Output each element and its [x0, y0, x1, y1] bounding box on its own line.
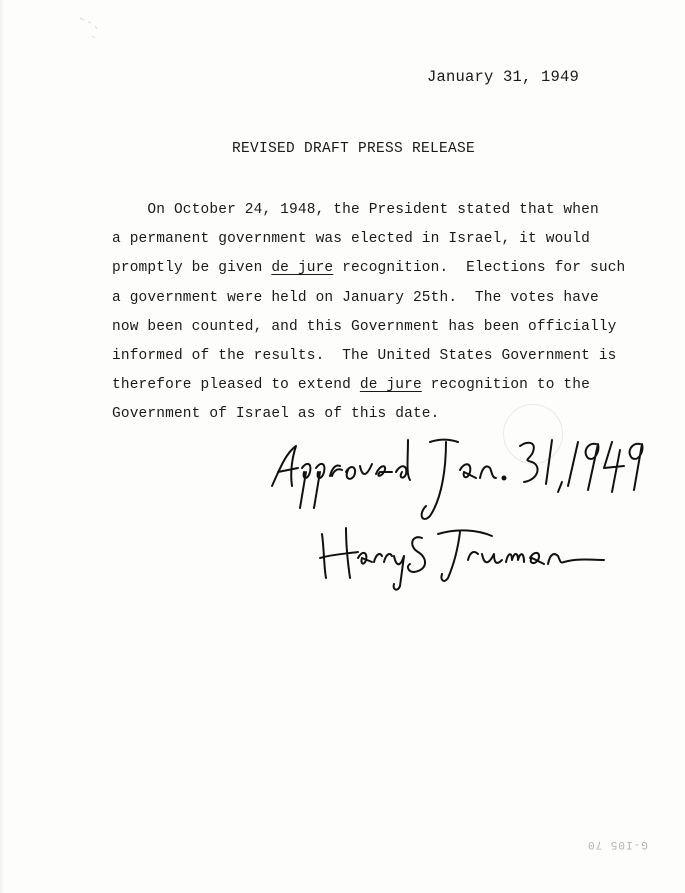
body-text-segment: therefore pleased to extend	[112, 377, 360, 394]
body-line	[112, 254, 626, 283]
underlined-phrase: de jure	[271, 260, 334, 277]
handwritten-approval-and-signature	[262, 428, 662, 593]
body-text-segment: On October 24, 1948, the President stated that when	[112, 202, 599, 218]
body-line	[112, 225, 612, 254]
body-text-segment: informed of the results. The United States Government is	[112, 347, 617, 364]
body-text-segment: recognition to the	[421, 377, 590, 394]
scan-edge-shadow	[0, 0, 4, 893]
document-body	[112, 196, 626, 430]
body-line	[112, 371, 612, 400]
page-code-stamp: G-I05 70	[587, 838, 648, 850]
body-text-segment: now been counted, and this Government has been officially	[112, 318, 617, 335]
body-text-segment: a permanent government was elected in Israel, it would	[112, 231, 590, 248]
body-text-segment: Government of Israel as of this date.	[112, 406, 440, 423]
document-date: January 31, 1949	[427, 68, 580, 86]
document-title: REVISED DRAFT PRESS RELEASE	[232, 141, 476, 157]
underlined-phrase: de jure	[359, 377, 422, 394]
faint-mark	[0, 0, 120, 60]
body-text-segment: a government were held on January 25th. The votes have	[112, 289, 599, 306]
body-line	[112, 196, 612, 225]
body-text-segment: promptly be given	[112, 260, 272, 277]
body-line	[112, 313, 617, 342]
body-line	[112, 342, 617, 371]
body-text-segment: recognition. Elections for such	[333, 260, 626, 277]
body-line	[112, 284, 612, 313]
